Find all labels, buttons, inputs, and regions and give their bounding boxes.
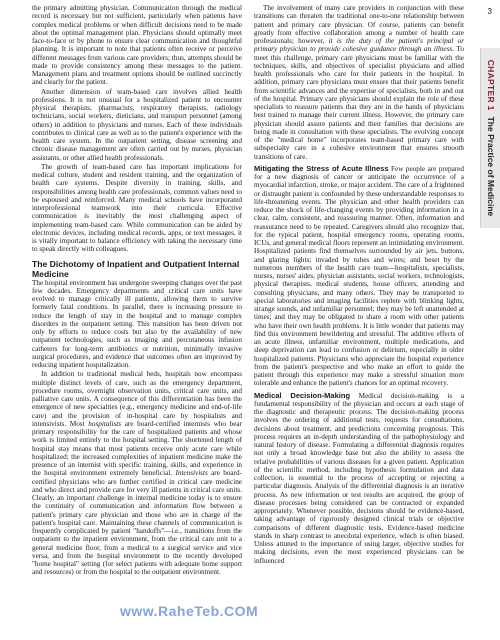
text-span: Medical decision-making is a fundamental responsibility of the physician and occurs at each stage of the diagnostic and therapeutic process. The decision-making process involves the ordering of additional tests, requests for consultations, decisions about treatment, and predictions concerning prognosis. This process requires an in-depth understanding of the pathophysiology and natural history of disease. Formulating a differential diagnosis requires not only a broad knowledge base but also the ability to assess the relative probabilities of various diseases for a given patient. Application of the scientific method, including hypothesis formulation and data collection, is essential to the process of accepting or rejecting a particular diagnosis. Analysis of the differential diagnosis is an iterative process. As new information or test results are acquired, the group of disease processes being considered can be contracted or expanded appropriately. Whenever possible, decisions should be evidence-based, taking advantage of rigorously designed clinical trials or objective comparisons of different diagnostic tests. Evidence-based medicine stands in sharp contrast to anecdotal experience, which is often biased. Unless attuned to the importance of using larger, objective studies for making decisions, even the most experienced physicians can be influenced [254, 391, 465, 565]
text-span: are board-certified physicians who are further certified in critical care medicine and who direct and provide care for very ill patients in critical care units. Clearly, an important challenge in internal medicine today is to ensure the continuity of communication and information flow between a patient's primary care physician and those who are in charge of the patient's hospital care. Maintaining these channels of communication is frequently complicated by patient "handoffs"—i.e., transitions from the outpatient to the inpatient environment, from the critical care unit to a general medicine floor, from a medical to a surgical service and vice versa, and from the hospital environment to the recently developed "home hospital" setting (for select patients with adequate home support and resources) or from the hospital to the outpatient environment. [32, 469, 242, 577]
text-span: In addition to traditional medical beds, hospitals now encompass multiple distinct levels of care, such as the emergency department, procedure rooms, overnight observation units, critical care units, and palliative care units. A consequence of this differentiation has been the emergence of new specialties (e.g., emergency medicine and end-of-life care) and the provision of in-hospital care by hospitalists and intensivists. Most [32, 370, 242, 428]
run-in-heading: Medical Decision-Making [254, 390, 351, 400]
italic-emphasis: it is the duty of the patient's principal or primary physician to provide cohesive guidance through an illness. [254, 37, 464, 54]
text-span: The involvement of many care providers in conjunction with these transitions can threaten the traditional one-to-one relationship between patient and primary care physician. Of course, patients can benefit greatly from effective collaboration among a number of health care professionals; however, [254, 4, 464, 45]
section-heading: The Dichotomy of Inpatient and Outpatient Internal Medicine [32, 258, 240, 279]
chapter-number: CHAPTER 1 [485, 59, 496, 111]
paragraph [254, 392, 464, 565]
run-in-heading: Mitigating the Stress of Acute Illness [254, 163, 389, 173]
paragraph: the primary admitting physician. Communication through the medical record is necessary but not sufficient, particularly when patients have complex medical problems or when difficult decisions need to be made about the optimal management plan. Physicians should optimally meet face-to-face or by phone to ensure clear communication and thoughtful planning. It is important to note that patients often receive or perceive different messages from various care providers; thus, attempts should be made to provide consistency among these messages to the patient. Management plans and treatment options should be outlined succinctly and clearly for the patient. [32, 4, 242, 87]
chapter-tab-label [486, 60, 496, 217]
text-span: Few people are prepared for a new diagnosis of cancer or anticipate the occurrence of a myocardial infarction, stroke, or major accident. The care of a frightened or distraught patient is confounded by these understandable responses to life-threatening events. The physician and other health providers can reduce the shock of life-changing events by providing information in a clear, calm, consistent, and reassuring manner. Often, information and reassurance need to be repeated. Caregivers should also recognize that, for the typical patient, hospital emergency rooms, operating rooms, ICUs, and general medical floors represent an intimidating environment. Hospitalized patients find themselves surrounded by air jets, buttons, and glaring lights; invaded by tubes and wires; and beset by the numerous members of the health care team—hospitalists, specialists, nurses, nurses' aides, physician assistants, social workers, technologists, physical therapists, medical students, house officers, attending and consulting physicians, and many others. They may be transported to special laboratories and imaging facilities replete with blinking lights, strange sounds, and unfamiliar personnel; they may be left unattended at times; and they may be obligated to share a room with other patients who have their own health problems. It is little wonder that patients may find this environment bewildering and stressful. The additive effects of an acute illness, unfamiliar environment, multiple medications, and sleep deprivation can lead to confusion or delirium, especially in older hospitalized patients. Physicians who appreciate the hospital experience from the patient's perspective and who make an effort to guide the patient through this experience may make a stressful situation more tolerable and enhance the patient's chances for an optimal recovery. [254, 164, 465, 388]
text-span: To meet this challenge, primary care physicians must be familiar with the techniques, skills, and objectives of specialist physicians and allied health professionals who care for their patients in the hospital. In addition, primary care physicians must ensure that their patients benefit from scientific advances and the expertise of specialists, both in and out of the hospital. Primary care physicians should explain the role of these specialists to reassure patients that they are in the hands of physicians best trained to manage their current illness. However, the primary care physician should assure patients and their families that decisions are being made in consultation with these specialists. The evolving concept of the "medical home" incorporates team-based primary care with subspecialty care in a cohesive environment that ensures smooth transitions of care. [254, 45, 465, 161]
italic-term: Intensivists [175, 469, 208, 478]
paragraph: The hospital environment has undergone sweeping changes over the past few decades. Emergency departments and critical care units have evolved to manage critically ill patients, allowing them to survive formerly fatal conditions. In parallel, there is increasing pressure to reduce the length of stay in the hospital and to manage complex disorders in the outpatient setting. This transition has been driven not only by efforts to reduce costs but also by the availability of new outpatient technologies, such as imaging and percutaneous infusion catheters for long-term antibiotics or nutrition, minimally invasive surgical procedures, and evidence that outcomes often are improved by reducing inpatient hospitalization. [32, 278, 242, 369]
chapter-title: The Practice of Medicine [485, 116, 496, 217]
right-column [254, 4, 464, 565]
left-column [32, 4, 242, 577]
text-span: are board-certified internists who bear primary responsibility for the care of hospitalized patients and whose work is limited entirely to the hospital setting. The shortened length of hospital stay means that most patients receive only acute care while hospitalized; the increased complexities of inpatient medicine make the presence of an internist with specific training, skills, and experience in the hospital environment extremely beneficial. [32, 419, 242, 478]
paragraph [254, 165, 464, 388]
page-number: 3 [487, 7, 492, 16]
italic-term: hospitalists [88, 419, 122, 428]
paragraph: The growth of team-based care has important implications for medical culture, student and resident training, and the organization of health care systems. Despite diversity in training, skills, and responsibilities among health care professionals, common values need to be espoused and reinforced. Many medical schools have incorporated interprofessional teamwork into their curricula. Effective communication is inevitably the most challenging aspect of implementing team-based care. While communication can be aided by electronic devices, including medical records, apps, or text messages, it is vitally important to balance efficiency with taking the necessary time to speak directly with colleagues. [32, 162, 242, 254]
chapter-tab [480, 48, 500, 228]
paragraph: Another dimension of team-based care involves allied health professions. It is not unusual for a hospitalized patient to encounter physical therapists, pharmacists, respiratory therapists, radiology technicians, social workers, dieticians, and transport personnel (among others) in addition to physicians and nurses. Each of these individuals contributes to clinical care as well as to the patient's experience with the health care system. In the outpatient setting, disease screening and chronic disease management are often carried out by nurses, physician assistants, or other allied health professionals. [32, 87, 242, 162]
paragraph [254, 4, 464, 161]
paragraph [32, 370, 242, 576]
watermark: www.RaheTeb.COM [120, 603, 259, 619]
